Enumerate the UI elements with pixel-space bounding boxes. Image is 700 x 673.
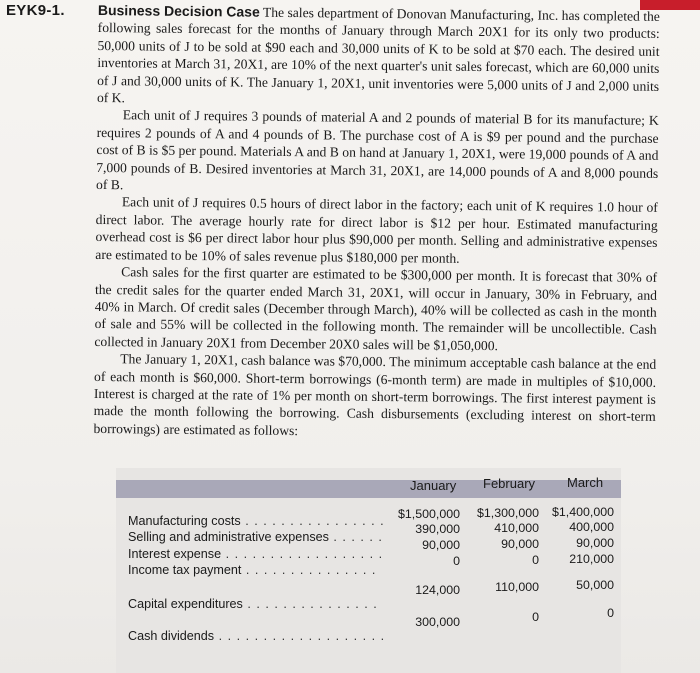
row-label-text: Manufacturing costs (128, 514, 241, 528)
cell-interest-march: 90,000 (576, 536, 614, 550)
leader-dots: . . . . . . (328, 530, 383, 544)
row-label-text: Income tax payment (128, 563, 242, 577)
paragraph-5: The January 1, 20X1, cash balance was $70,000. The minimum acceptable cash balance at the end of each month is $60,000. Short-term borrowings (6-month term) are made in multiples of $10,000. Interest is charged at the rate of 1% per month on short-term borrowings. The first interest payment is made the month following the borrowing. Cash disbursements (excluding interest on short-term borrowings) are estimated as follows: (93, 351, 657, 438)
row-label-capital-expenditures (128, 597, 378, 611)
row-label-text: Capital expenditures (128, 597, 243, 611)
row-label-text: Interest expense (128, 547, 222, 561)
row-label-income-tax (128, 563, 376, 577)
leader-dots: . . . . . . . . . . . . . . . . . . (221, 547, 384, 561)
problem-id: EYK9-1. (6, 2, 65, 19)
column-header-january: January (410, 478, 457, 493)
cell-capital-january: 124,000 (415, 583, 460, 597)
leader-dots: . . . . . . . . . . . . . . . . (240, 514, 385, 528)
cell-dividends-march: 0 (607, 606, 614, 620)
cell-manufacturing-march: $1,400,000 (551, 505, 614, 519)
leader-dots: . . . . . . . . . . . . . . . . . . . (214, 629, 386, 643)
cell-dividends-february: 0 (532, 610, 539, 624)
cell-selling-january: 390,000 (415, 522, 460, 536)
leader-dots: . . . . . . . . . . . . . . . (242, 597, 378, 611)
cell-selling-february: 410,000 (494, 521, 539, 535)
case-text (93, 2, 660, 443)
cell-income-tax-february: 0 (532, 553, 539, 567)
row-label-manufacturing-costs (128, 514, 385, 528)
column-header-february: February (483, 476, 536, 491)
cell-interest-february: 90,000 (501, 537, 539, 551)
leader-dots: . . . . . . . . . . . . . . . (241, 563, 377, 577)
paragraph-3: Each unit of J requires 0.5 hours of direct labor in the factory; each unit of K requires 1.0 hour of direct labor. The average hourly rate for direct labor is $12 per hour. Estimated manufacturing overhead cost is $6 per direct labor hour plus $90,000 per month. Selling and administrative expenses are estimated to be 10% of sales revenue plus $180,000 per month. (95, 194, 658, 266)
table-header-bar (116, 480, 621, 498)
paragraph-1 (97, 2, 660, 112)
row-label-text: Selling and administrative expenses (128, 530, 329, 544)
row-label-cash-dividends (128, 629, 385, 643)
paragraph-1-body: The sales department of Donovan Manufacturing, Inc. has completed the following sales forecast for the months of January through March 20X1 for its only two products: 50,000 units of J to be sold at $90 each and 30,000 units of K to be sold at $70 each. The desired unit inventories at March 31, 20X1, are 10% of the next quarter's unit sales forecast, which are 60,000 units of J and 30,000 units of K. The January 1, 20X1, unit inventories were 5,000 units of J and 2,000 units of K. (96, 4, 660, 106)
row-label-interest-expense (128, 547, 383, 561)
paragraph-2: Each unit of J requires 3 pounds of material A and 2 pounds of material B for its manufacture; K requires 2 pounds of A and 4 pounds of B. The purchase cost of A is $9 per pound and the purchase cost of B is $5 per pound. Materials A and B on hand at January 1, 20X1, were 19,000 pounds of A and 7,000 pounds of B. Desired inventories at March 31, 20X1, are 14,000 pounds of A and 8,000 pounds of B. (96, 107, 659, 193)
row-label-selling-admin (128, 530, 383, 544)
cell-income-tax-march: 210,000 (569, 552, 614, 566)
cell-capital-february: 110,000 (495, 580, 539, 594)
row-label-text: Cash dividends (128, 629, 215, 643)
cell-dividends-january: 300,000 (415, 615, 460, 629)
cell-income-tax-january: 0 (453, 554, 460, 568)
cell-capital-march: 50,000 (576, 578, 614, 592)
column-header-march: March (567, 475, 604, 490)
paragraph-4: Cash sales for the first quarter are estimated to be $300,000 per month. It is forecast that 30% of the credit sales for the quarter ended March 31, 20X1, will occur in January, 30% in February, and 40% in March. Of credit sales (December through March), 40% will be collected as cash in the month of sale and 55% will be collected in the following month. The remainder will be uncollectible. Cash collected in January 20X1 from December 20X0 sales will be $1,050,000. (94, 264, 658, 353)
cell-manufacturing-february: $1,300,000 (476, 506, 539, 520)
cell-manufacturing-january: $1,500,000 (397, 507, 460, 521)
case-title: Business Decision Case (97, 2, 260, 20)
cell-interest-january: 90,000 (422, 538, 460, 552)
cell-selling-march: 400,000 (569, 520, 614, 534)
